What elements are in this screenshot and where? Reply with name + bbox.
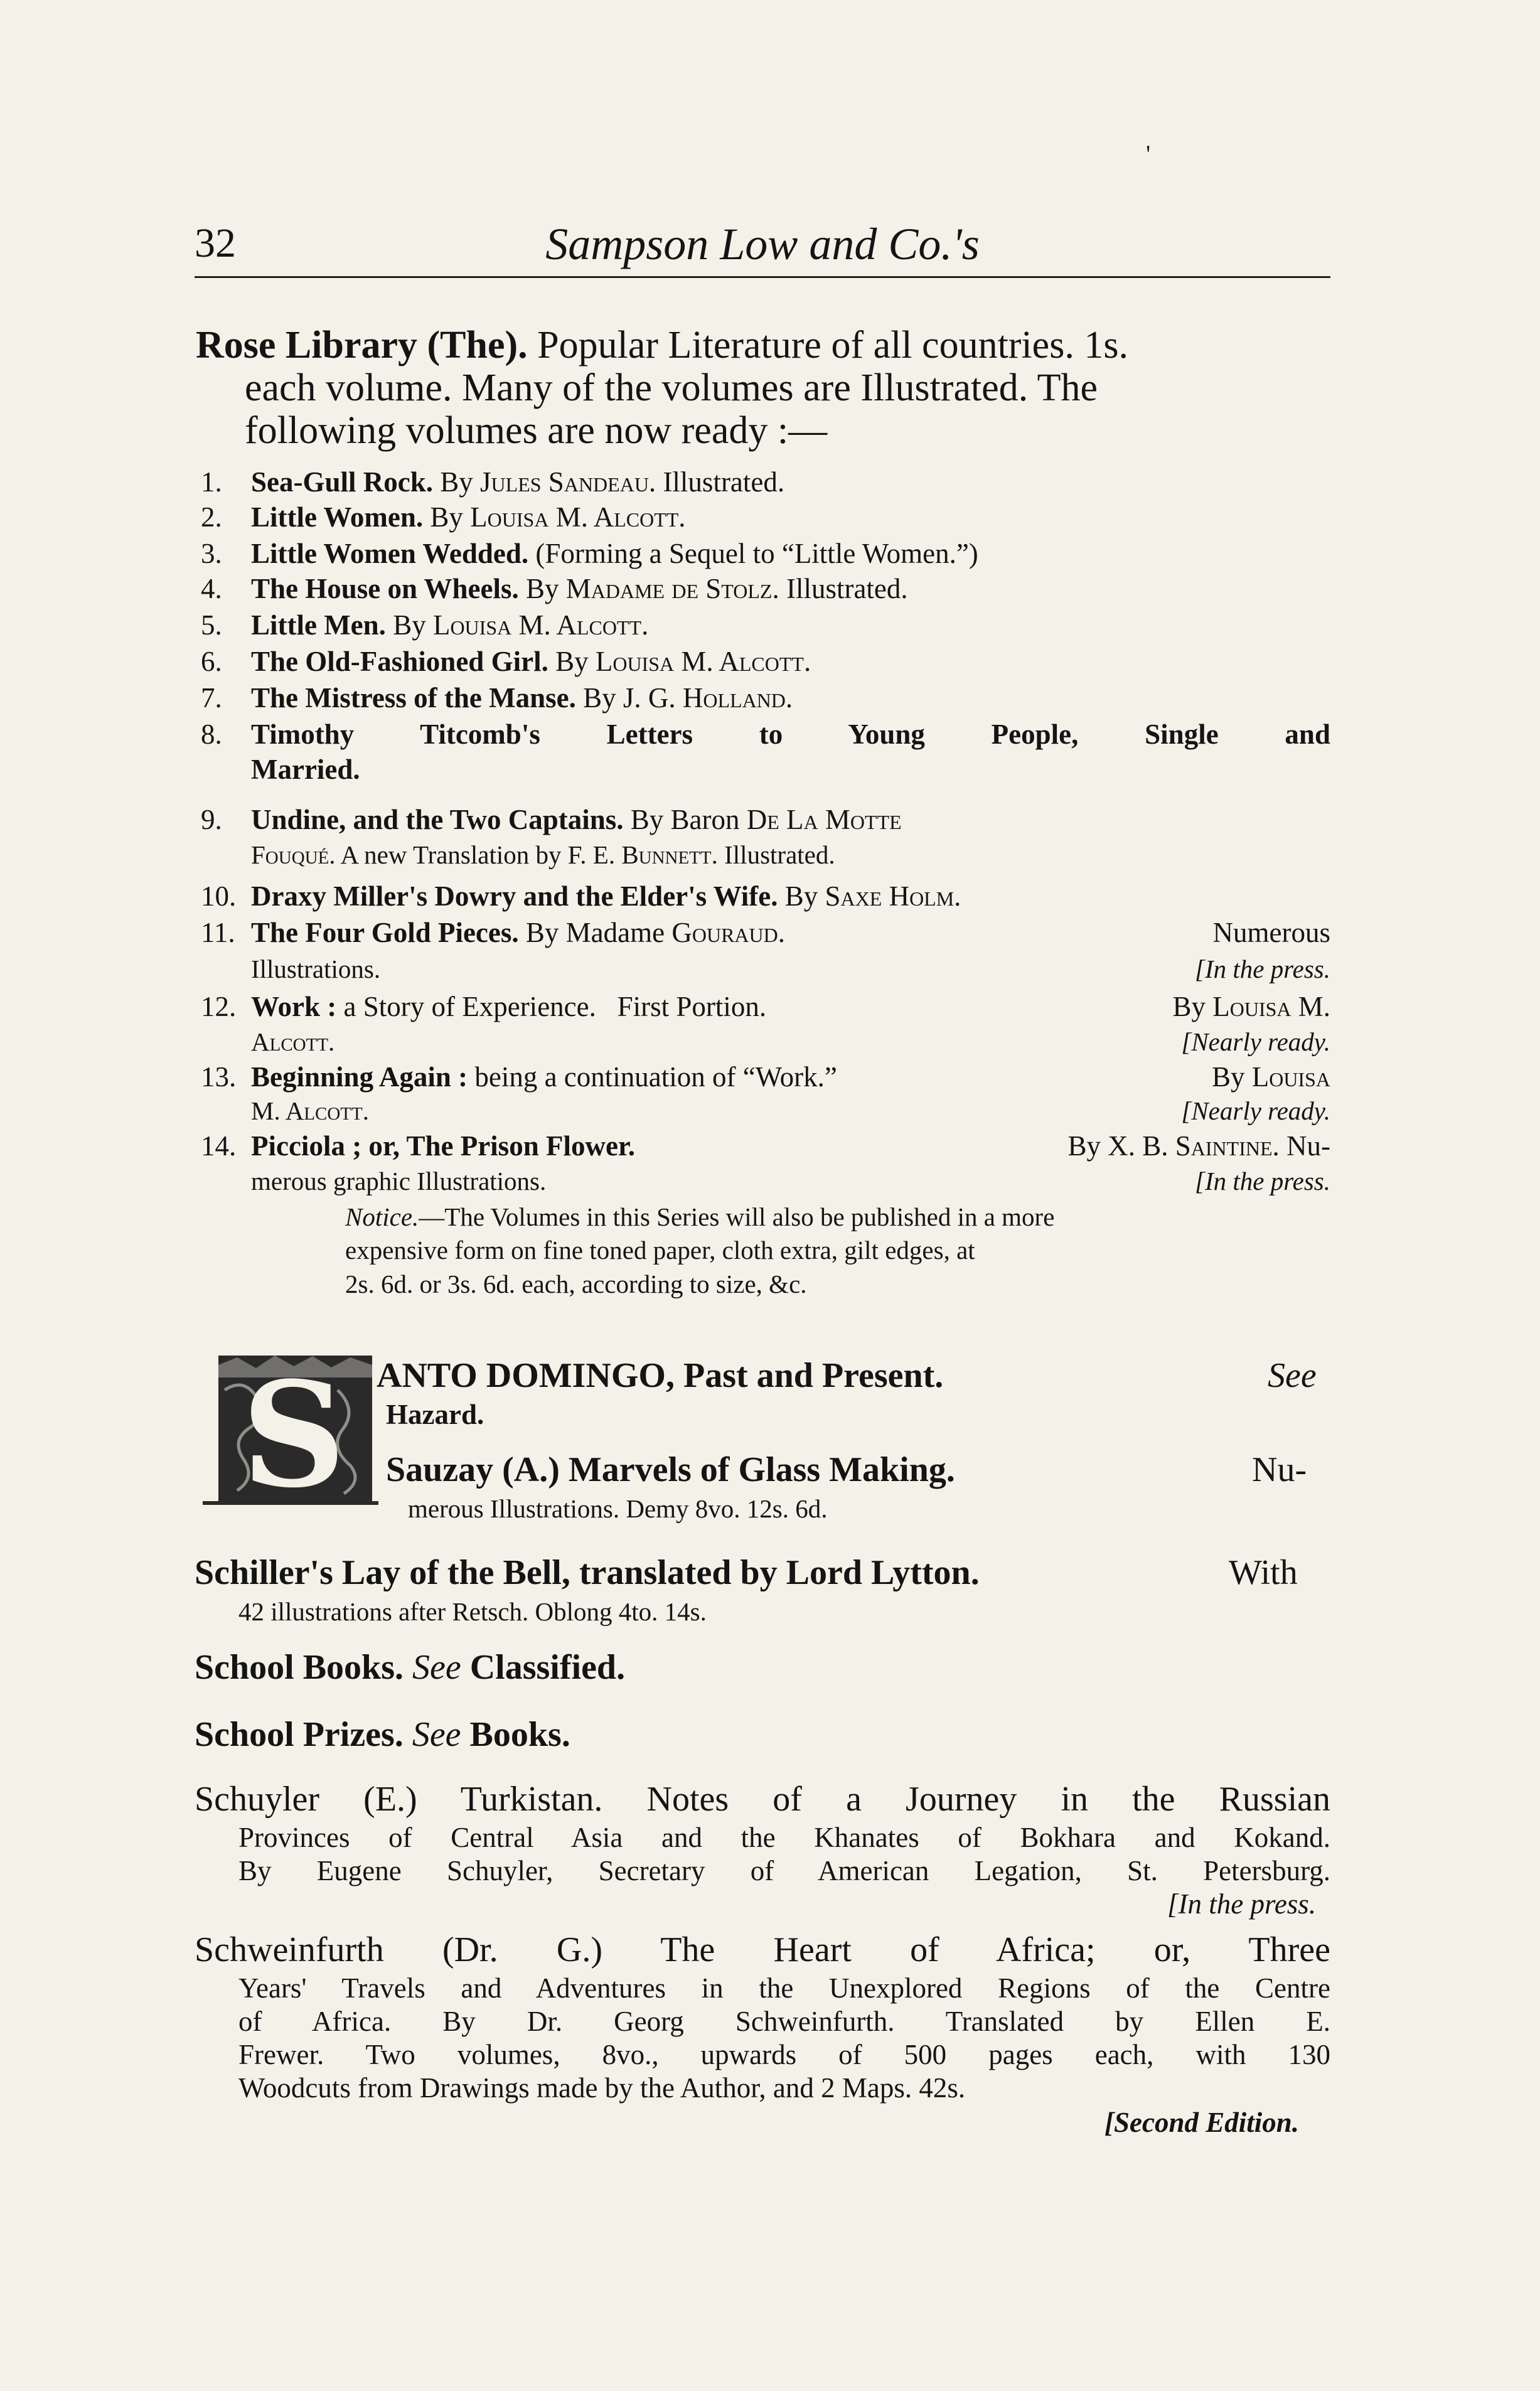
schweinfurth-line-3: of Africa. By Dr. Georg Schweinfurth. Translated by Ellen E. — [238, 2006, 1330, 2037]
rose-library-desc-1: Popular Literature of all countries. 1s. — [537, 324, 1128, 366]
list-item-continuation: Fouqué. A new Translation by F. E. Bunnett. Illustrated. — [251, 840, 835, 869]
list-item: 13. Beginning Again : being a continuation of “Work.” By Louisa — [201, 1061, 1330, 1093]
rose-library-desc-3: following volumes are now ready :— — [245, 409, 828, 452]
schweinfurth-line-2: Years' Travels and Adventures in the Unexplored Regions of the Centre — [238, 1972, 1330, 2004]
rose-library-heading — [196, 323, 1332, 368]
list-item: 5. Little Men. By Louisa M. Alcott. — [201, 609, 649, 641]
santo-domingo-ref: Hazard. — [386, 1399, 484, 1430]
sauzay-nu: Nu- — [1252, 1450, 1307, 1489]
notice-line-1: Notice.—The Volumes in this Series will also be published in a more — [345, 1202, 1055, 1231]
notice-line-3: 2s. 6d. or 3s. 6d. each, according to size, &c. — [345, 1270, 807, 1298]
running-header — [195, 213, 1330, 278]
list-item: 6. The Old-Fashioned Girl. By Louisa M. Alcott. — [201, 646, 811, 677]
schuyler-line-2: Provinces of Central Asia and the Khanates of Bokhara and Kokand. — [238, 1822, 1330, 1853]
list-item: 8. Timothy Titcomb's Letters to Young People, Single and — [201, 719, 1330, 750]
status-label: [Nearly ready. — [1181, 1027, 1330, 1056]
list-item-continuation: merous graphic Illustrations. [In the press. — [251, 1167, 1330, 1196]
school-books-entry: School Books. See Classified. — [195, 1648, 626, 1687]
page-number: 32 — [195, 220, 236, 266]
school-prizes-entry: School Prizes. See Books. — [195, 1715, 570, 1754]
status-label: [In the press. — [1195, 1167, 1330, 1196]
sauzay-title: Sauzay (A.) Marvels of Glass Making. — [386, 1450, 955, 1489]
list-item: 3. Little Women Wedded. (Forming a Sequel to “Little Women.”) — [201, 538, 978, 569]
stray-mark: ' — [1146, 140, 1151, 168]
schiller-detail: 42 illustrations after Retsch. Oblong 4to. 14s. — [238, 1597, 707, 1626]
rose-library-desc-2: each volume. Many of the volumes are Illustrated. The — [245, 366, 1098, 409]
schiller-title: Schiller's Lay of the Bell, translated by Lord Lytton. — [195, 1553, 980, 1592]
list-item: 9. Undine, and the Two Captains. By Baron De La Motte — [201, 804, 902, 835]
notice-line-2: expensive form on fine toned paper, cloth extra, gilt edges, at — [345, 1236, 975, 1265]
list-item-continuation: Married. — [251, 754, 360, 785]
running-title: Sampson Low and Co.'s — [545, 219, 980, 269]
rose-library-title: Rose Library (The). — [196, 324, 528, 366]
schuyler-line-3: By Eugene Schuyler, Secretary of American Legation, St. Petersburg. — [238, 1855, 1330, 1886]
list-item: 1. Sea-Gull Rock. By Jules Sandeau. Illustrated. — [201, 466, 785, 498]
list-item: 4. The House on Wheels. By Madame de Stolz. Illustrated. — [201, 573, 908, 604]
list-item: 14. Picciola ; or, The Prison Flower. By X. B. Saintine. Nu- — [201, 1130, 1330, 1162]
list-item-continuation: Illustrations. [In the press. — [251, 955, 1330, 983]
schweinfurth-line-5: Woodcuts from Drawings made by the Author, and 2 Maps. 42s. — [238, 2072, 966, 2104]
schweinfurth-title: Schweinfurth (Dr. G.) The Heart of Africa; or, Three — [195, 1930, 1330, 1969]
list-item-continuation: Alcott. [Nearly ready. — [251, 1027, 1330, 1056]
ornamental-s-icon — [200, 1352, 378, 1506]
list-item: 2. Little Women. By Louisa M. Alcott. — [201, 501, 686, 533]
schweinfurth-line-4: Frewer. Two volumes, 8vo., upwards of 500 pages each, with 130 — [238, 2039, 1330, 2070]
status-label: [In the press. — [1195, 955, 1330, 983]
santo-domingo-title: ANTO DOMINGO, Past and Present. — [377, 1356, 944, 1395]
schuyler-title: Schuyler (E.) Turkistan. Notes of a Journey in the Russian — [195, 1780, 1330, 1819]
initial-letter: S — [241, 1352, 346, 1506]
list-item-continuation: M. Alcott. [Nearly ready. — [251, 1096, 1330, 1125]
schweinfurth-status: [Second Edition. — [1104, 2107, 1300, 2138]
decorative-initial — [200, 1352, 378, 1506]
status-label: [Nearly ready. — [1181, 1096, 1330, 1125]
schuyler-status: [In the press. — [1167, 1888, 1317, 1920]
santo-domingo-see: See — [1268, 1356, 1317, 1395]
list-item: 10. Draxy Miller's Dowry and the Elder's Wife. By Saxe Holm. — [201, 880, 961, 912]
list-item: 12. Work : a Story of Experience. First Portion. By Louisa M. — [201, 991, 1330, 1022]
list-item: 7. The Mistress of the Manse. By J. G. Holland. — [201, 682, 793, 714]
sauzay-detail: merous Illustrations. Demy 8vo. 12s. 6d. — [408, 1494, 828, 1523]
notice-label: Notice. — [345, 1202, 419, 1231]
list-item: 11. The Four Gold Pieces. By Madame Gouraud. Numerous — [201, 917, 1330, 948]
schiller-with: With — [1229, 1553, 1298, 1592]
